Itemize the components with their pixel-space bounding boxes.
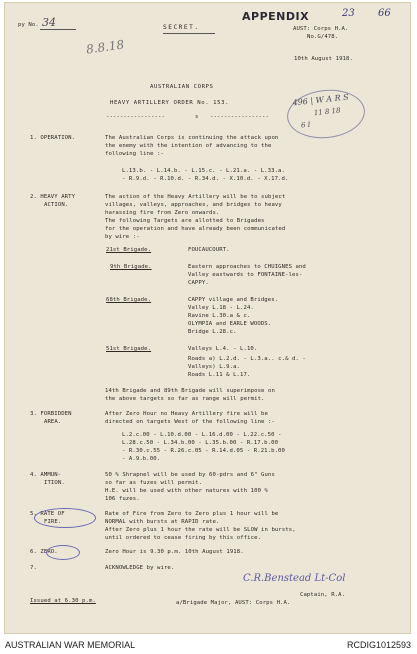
brigade-21-target-1: FOUCAUCOURT. [188,247,230,253]
issued-time: Issued at 6.30 p.m. [30,598,96,604]
corner-number: 66 [378,8,391,19]
stamp-line-3: 6 I [300,120,311,130]
copy-label: py No. [18,22,39,28]
section-4-line-3: H.E. will be used with other natures with 100 % [105,488,268,494]
order-reference: No.G/478. [307,34,339,40]
hq-label: AUST: Corps H.A. [293,26,349,32]
section-2-line-5: for the operation and have already been communicated [105,226,286,232]
brigade-51-target-4: Roads L.11 & L.17. [188,372,251,378]
section-7-label: 7. [30,565,37,571]
brigade-51-name: 51st Brigade. [106,346,152,352]
brigade-51-target-3: Valleys) L.9.a. [188,364,241,370]
signature-rank: Captain, R.A. [300,592,346,598]
brigade-21-name: 21st Brigade. [106,247,152,253]
brigade-9-target-3: CAPPY. [188,280,209,286]
order-date: 10th August 1918. [294,56,353,62]
section-1-label: 1. OPERATION. [30,135,76,141]
section-4-line-1: 50 % Shrapnel will be used by 60-pdrs and 6" Guns [105,472,275,478]
appendix-number: 23 [342,8,355,19]
section-7-text: ACKNOWLEDGE by wire. [105,565,175,571]
section-3-coords-2: L.28.c.50 - L.34.b.00 - L.35.b.00 - R.17.b.00 [122,440,279,446]
section-2-line-3: harassing fire from Zero onwards. [105,210,220,216]
footer-identifier: RCDIG1012593 [346,640,411,650]
section-5-line-3: After Zero plus 1 hour the rate will be SLOW in bursts, [105,527,296,533]
section-6-text: Zero Hour is 9.30 p.m. 10th August 1918. [105,549,244,555]
section-4-line-4: 106 fuzes. [105,496,140,502]
section-3-line-2: directed on targets West of the following line :- [105,419,275,425]
section-5-label-1: 5. RATE OF [30,511,65,517]
section-3-coords-1: L.2.c.00 - L.10.d.00 - L.16.d.00 - L.22.c.50 - [122,432,282,438]
brigade-68-target-5: Bridge L.28.c. [188,329,237,335]
section-3-line-1: After Zero Hour no Heavy Artillery fire will be [105,411,268,417]
section-4-line-2: so far as fuzes will permit. [105,480,203,486]
brigade-51-target-2: Roads a) L.2.d. - L.3.a.. c.& d. - [188,356,306,362]
section-3-coords-4: - A.9.b.00. [122,456,161,462]
title-line-1: AUSTRALIAN CORPS [150,84,214,90]
brigade-9-target-2: Valley eastwards to FONTAINE-les- [188,272,303,278]
section-2-line-1: The action of the Heavy Artillery will be to subject [105,194,286,200]
stamp-line-2: 11 8 18 [313,106,341,118]
section-5-line-2: NORMAL with bursts at RAPID rate. [105,519,220,525]
section-6-label: 6. ZERO. [30,549,58,555]
section-3-label-2: AREA. [44,419,62,425]
pencil-note: 8.8.18 [85,37,125,57]
brigade-68-name: 68th Brigade. [106,297,152,303]
secret-label: SECRET. [163,24,200,31]
appendix-label: APPENDIX [242,10,310,23]
brigade-68-target-1: CAPPY village and Bridges. [188,297,279,303]
section-1-objective-a: L.13.b. - L.14.b. - L.15.c. - L.21.a. - L.33.a. [122,168,285,174]
section-1-line-1: The Australian Corps is continuing the attack upon [105,135,279,141]
section-5-line-4: until ordered to cease firing by this office. [105,535,262,541]
section-2-label-1: 2. HEAVY ARTY [30,194,76,200]
section-5-label-2: FIRE. [44,519,62,525]
copy-number-underline [40,29,76,30]
brigade-9-name: 9th Brigade. [110,264,152,270]
title-rule-right: ----------------- [210,114,269,120]
section-1-line-2: the enemy with the intention of advancing to the [105,143,272,149]
title-line-2: HEAVY ARTILLERY ORDER No. 153. [110,100,230,106]
brigade-68-target-2: Valley L.18 - L.24. [188,305,254,311]
brigade-51-target-1: Valleys L.4. - L.10. [188,346,258,352]
section-2-closing-1: 14th Brigade and 89th Brigade will superimpose on [105,388,275,394]
section-2-line-4: The following Targets are allotted to Brigades [105,218,265,224]
archive-footer [0,636,417,654]
secret-underline [163,33,215,34]
title-rule-left: ----------------- [106,114,165,120]
section-2-closing-2: the above targets so far as range will permit. [105,396,265,402]
section-2-label-2: ACTION. [44,202,69,208]
brigade-9-target-1: Eastern approaches to CHUIGNES and [188,264,306,270]
title-rule-mid: s [195,114,199,120]
section-4-label-1: 4. AMMUN- [30,472,62,478]
footer-institution: AUSTRALIAN WAR MEMORIAL [5,640,136,650]
section-5-ink-circle [34,508,96,528]
section-1-line-3: following line :- [105,151,164,157]
handwritten-signature: C.R.Benstead Lt-Col [243,573,346,584]
signature-role: a/Brigade Major, AUST: Corps H.A. [176,600,291,606]
brigade-68-target-4: OLYMPIA and EARLE WOODS. [188,321,272,327]
section-4-label-2: ITION. [44,480,65,486]
section-6-ink-circle [46,545,80,560]
section-1-objective-b: - R.9.d. - R.10.d. - R.34.d. - X.10.d. - X.17.d. [122,176,289,182]
section-3-coords-3: - R.30.c.55 - R.26.c.05 - R.14.d.05 - R.21.b.00 [122,448,285,454]
stamp-line-1: 496 | W A R S [292,92,350,108]
copy-number: 34 [42,16,56,29]
section-2-line-6: by wire :- [105,234,140,240]
brigade-68-target-3: Ravine L.30.a & c. [188,313,251,319]
section-2-line-2: villages, valleys, approaches, and bridges to heavy [105,202,282,208]
section-5-line-1: Rate of Fire from Zero to Zero plus 1 hour will be [105,511,279,517]
section-3-label-1: 3. FORBIDDEN [30,411,72,417]
